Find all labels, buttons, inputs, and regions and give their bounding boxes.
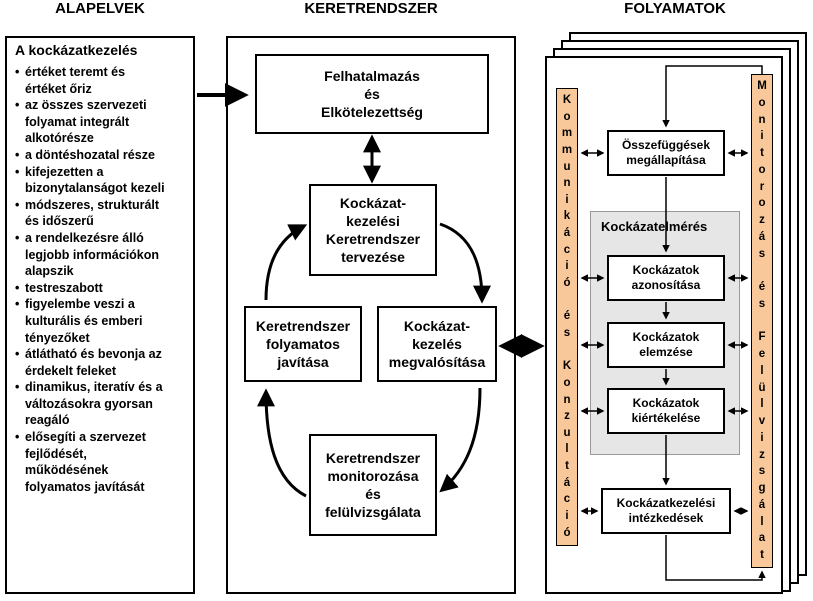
- vertical-letter: i: [565, 193, 569, 206]
- vertical-letter: é: [758, 281, 766, 293]
- vertical-letter: z: [759, 448, 765, 461]
- heading-framework: KERETRENDSZER: [304, 0, 438, 17]
- principle-item: • elősegíti a szervezet fejlődését, működésének folyamatos javítását: [25, 429, 187, 495]
- vertical-letter: u: [563, 160, 571, 173]
- vertical-letter: l: [760, 398, 764, 411]
- improve-to-design-arrow: [266, 226, 304, 300]
- improve-label: Keretrendszer folyamatos javítása: [255, 318, 351, 370]
- treatment-label: Kockázatkezelési intézkedések: [616, 496, 716, 525]
- principle-item: • testreszabott: [25, 280, 187, 297]
- evaluation-label: Kockázatok kiértékelése: [631, 396, 701, 425]
- vertical-letter: á: [563, 227, 571, 240]
- vertical-letter: n: [563, 177, 571, 190]
- monitor-label: Keretrendszer monitorozása és felülvizsgálata: [325, 450, 421, 520]
- vertical-letter: M: [757, 80, 767, 92]
- vertical-letter: á: [758, 230, 766, 243]
- vertical-letter: o: [563, 376, 571, 389]
- vertical-letter: á: [563, 476, 571, 489]
- vertical-letter: t: [760, 549, 764, 561]
- vertical-letter: á: [758, 498, 766, 511]
- vertical-letter: n: [758, 113, 766, 126]
- principle-item: • dinamikus, iteratív és a változásokra gyorsan reagáló: [25, 379, 187, 429]
- identification-label: Kockázatok azonosítása: [631, 263, 701, 292]
- vertical-letter: i: [565, 260, 569, 273]
- vertical-letter: o: [758, 96, 766, 109]
- vertical-letter: z: [759, 214, 765, 226]
- vertical-letter: t: [565, 460, 569, 473]
- vertical-letter: r: [759, 180, 765, 193]
- vertical-letter: o: [563, 110, 571, 123]
- vertical-letter: m: [561, 127, 573, 140]
- context-label: Összefüggések megállapítása: [621, 138, 711, 167]
- vertical-letter: s: [563, 326, 571, 339]
- heading-principles: ALAPELVEK: [55, 0, 145, 17]
- principle-item: • a döntéshozatal része: [25, 147, 187, 164]
- vertical-letter: c: [563, 243, 571, 256]
- vertical-letter: i: [565, 510, 569, 523]
- principles-title: A kockázatkezelés: [15, 42, 138, 58]
- vertical-letter: i: [760, 431, 764, 444]
- principle-item: • az összes szervezeti folyamat integrált alkotórésze: [25, 97, 187, 147]
- vertical-letter: K: [562, 94, 572, 106]
- principle-item: • figyelembe veszi a kulturális és emberi tényezőket: [25, 296, 187, 346]
- principle-item: • módszeres, strukturált és időszerű: [25, 197, 187, 230]
- vertical-letter: o: [758, 197, 766, 210]
- vertical-letter: u: [563, 426, 571, 439]
- vertical-letter: l: [760, 364, 764, 377]
- analysis-label: Kockázatok elemzése: [632, 330, 700, 359]
- principle-item: • kifejezetten a bizonytalanságot kezeli: [25, 164, 187, 197]
- monitor-to-improve-arrow: [266, 392, 306, 496]
- vertical-letter: s: [758, 465, 766, 478]
- principle-item: • értéket teremt és értéket őriz: [25, 64, 187, 97]
- implement-label: Kockázat- kezelés megvalósítása: [388, 318, 486, 370]
- vertical-letter: k: [563, 210, 571, 223]
- vertical-letter: s: [758, 247, 766, 260]
- vertical-letter: l: [565, 443, 569, 456]
- vertical-letter: s: [758, 297, 766, 310]
- vertical-letter: ó: [563, 277, 571, 290]
- feedback-loop-bottom: [666, 535, 762, 580]
- vertical-letter: ó: [563, 526, 571, 539]
- vertical-letter: é: [563, 310, 571, 323]
- design-to-implement-arrow: [440, 224, 482, 300]
- vertical-letter: i: [760, 130, 764, 143]
- principle-item: • a rendelkezésre álló legjobb információkon alapszik: [25, 230, 187, 280]
- vertical-letter: m: [561, 143, 573, 156]
- principle-item: • átlátható és bevonja az érdekelt feleket: [25, 346, 187, 379]
- feedback-loop-top: [666, 66, 762, 126]
- risk-assessment-title: Kockázatelmérés: [601, 219, 708, 234]
- vertical-letter: z: [564, 410, 570, 423]
- heading-processes: FOLYAMATOK: [624, 0, 726, 17]
- vertical-letter: ü: [758, 381, 766, 394]
- vertical-letter: o: [758, 163, 766, 176]
- vertical-letter: c: [563, 493, 571, 506]
- vertical-letter: a: [758, 532, 766, 545]
- vertical-letter: t: [760, 147, 764, 159]
- vertical-letter: g: [758, 482, 766, 494]
- vertical-letter: K: [562, 360, 572, 373]
- vertical-letter: l: [760, 515, 764, 528]
- implement-to-monitor-arrow: [442, 388, 480, 490]
- vertical-letter: e: [758, 348, 766, 360]
- design-label: Kockázat- kezelési Keretrendszer tervezése: [325, 195, 421, 265]
- vertical-letter: v: [758, 415, 766, 427]
- vertical-letter: F: [758, 331, 766, 344]
- vertical-letter: n: [563, 393, 571, 406]
- mandate-label: Felhatalmazás és Elkötelezettség: [321, 68, 423, 120]
